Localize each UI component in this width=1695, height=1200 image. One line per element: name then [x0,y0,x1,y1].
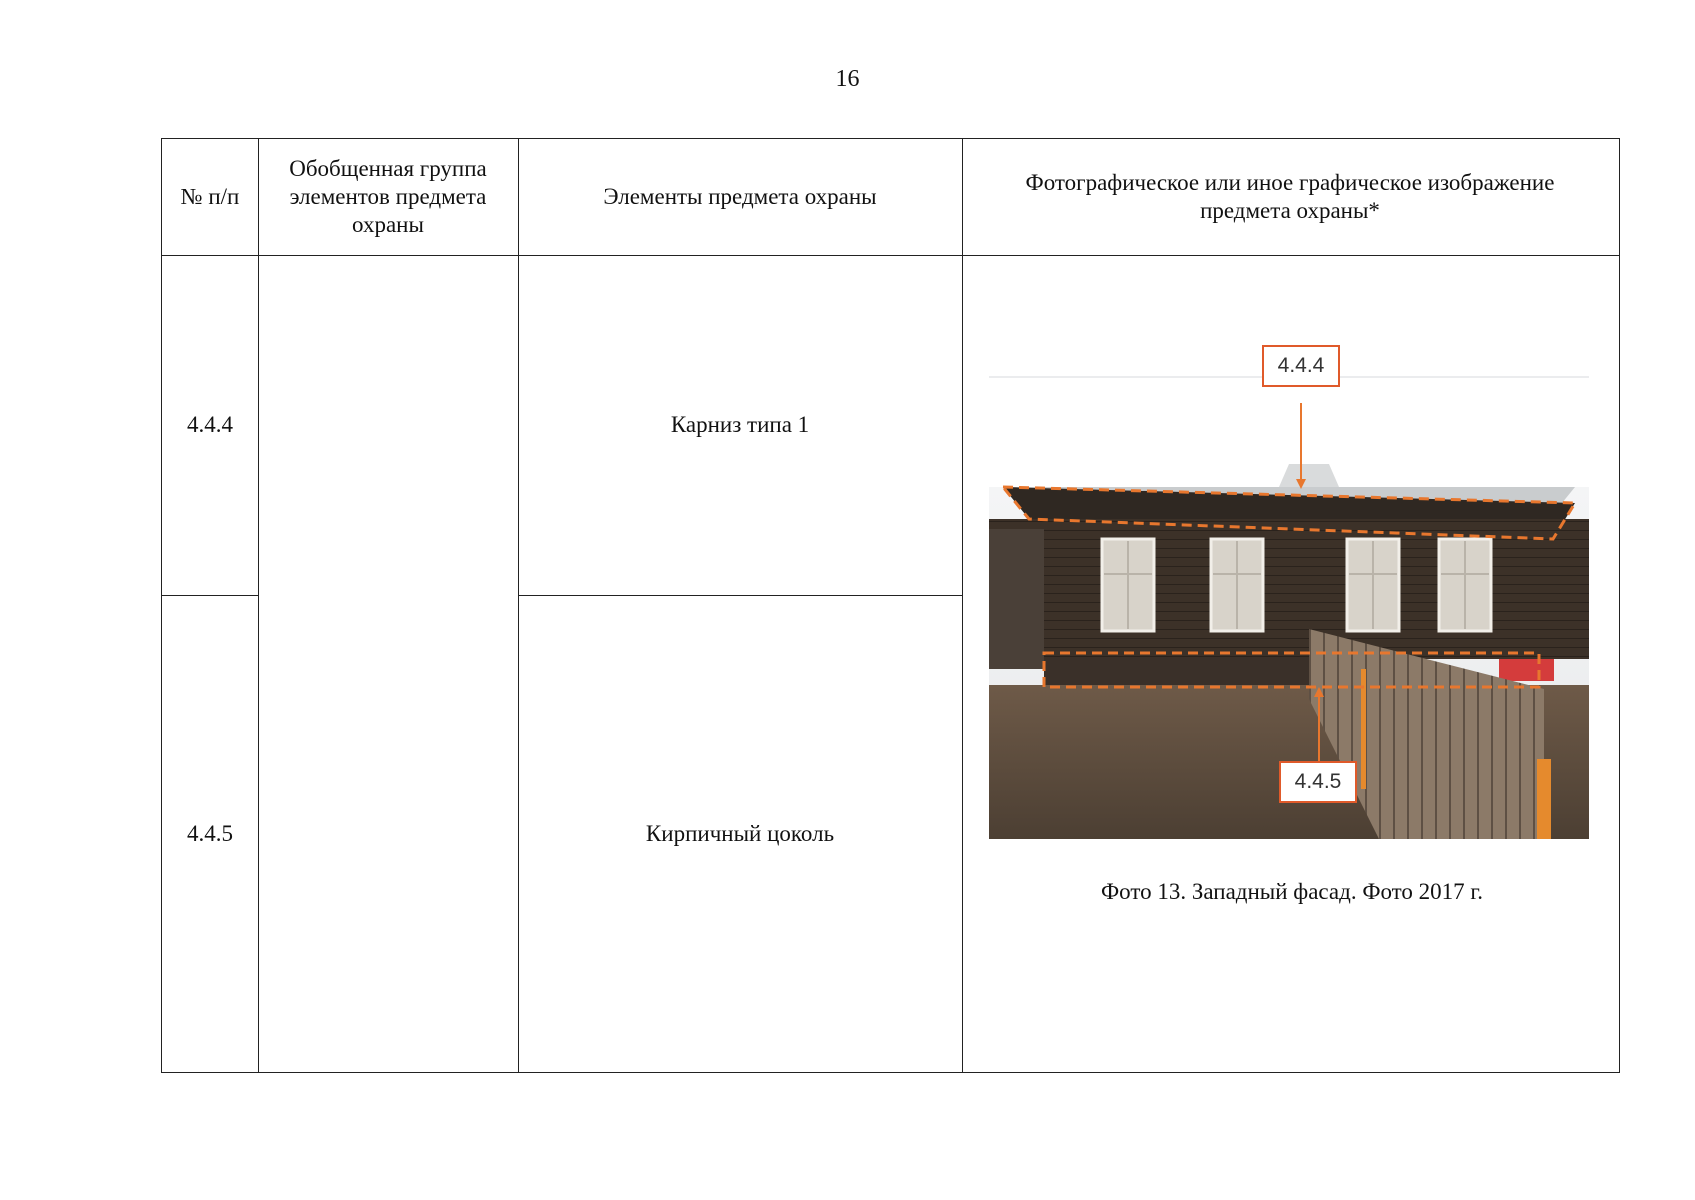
row-element: Карниз типа 1 [670,412,810,437]
protection-table [161,138,1620,1073]
row-element: Кирпичный цоколь [645,820,835,846]
col-divider [258,139,259,1072]
header-group: Обобщенная группа элементов предмета охраны [289,156,487,237]
col-divider [962,139,963,1072]
callout-4-4-4: 4.4.4 [1262,345,1340,387]
page-number: 16 [835,66,860,92]
photo-caption: Фото 13. Западный фасад. Фото 2017 г. [1100,879,1484,904]
row-num: 4.4.5 [187,820,233,846]
header-elements: Элементы предмета охраны [603,184,877,209]
row-num: 4.4.4 [187,412,233,437]
callout-4-4-5: 4.4.5 [1279,761,1357,803]
header-num: № п/п [180,184,240,209]
header-image: Фотографическое или иное графическое изображение предмета охраны* [1025,170,1555,223]
